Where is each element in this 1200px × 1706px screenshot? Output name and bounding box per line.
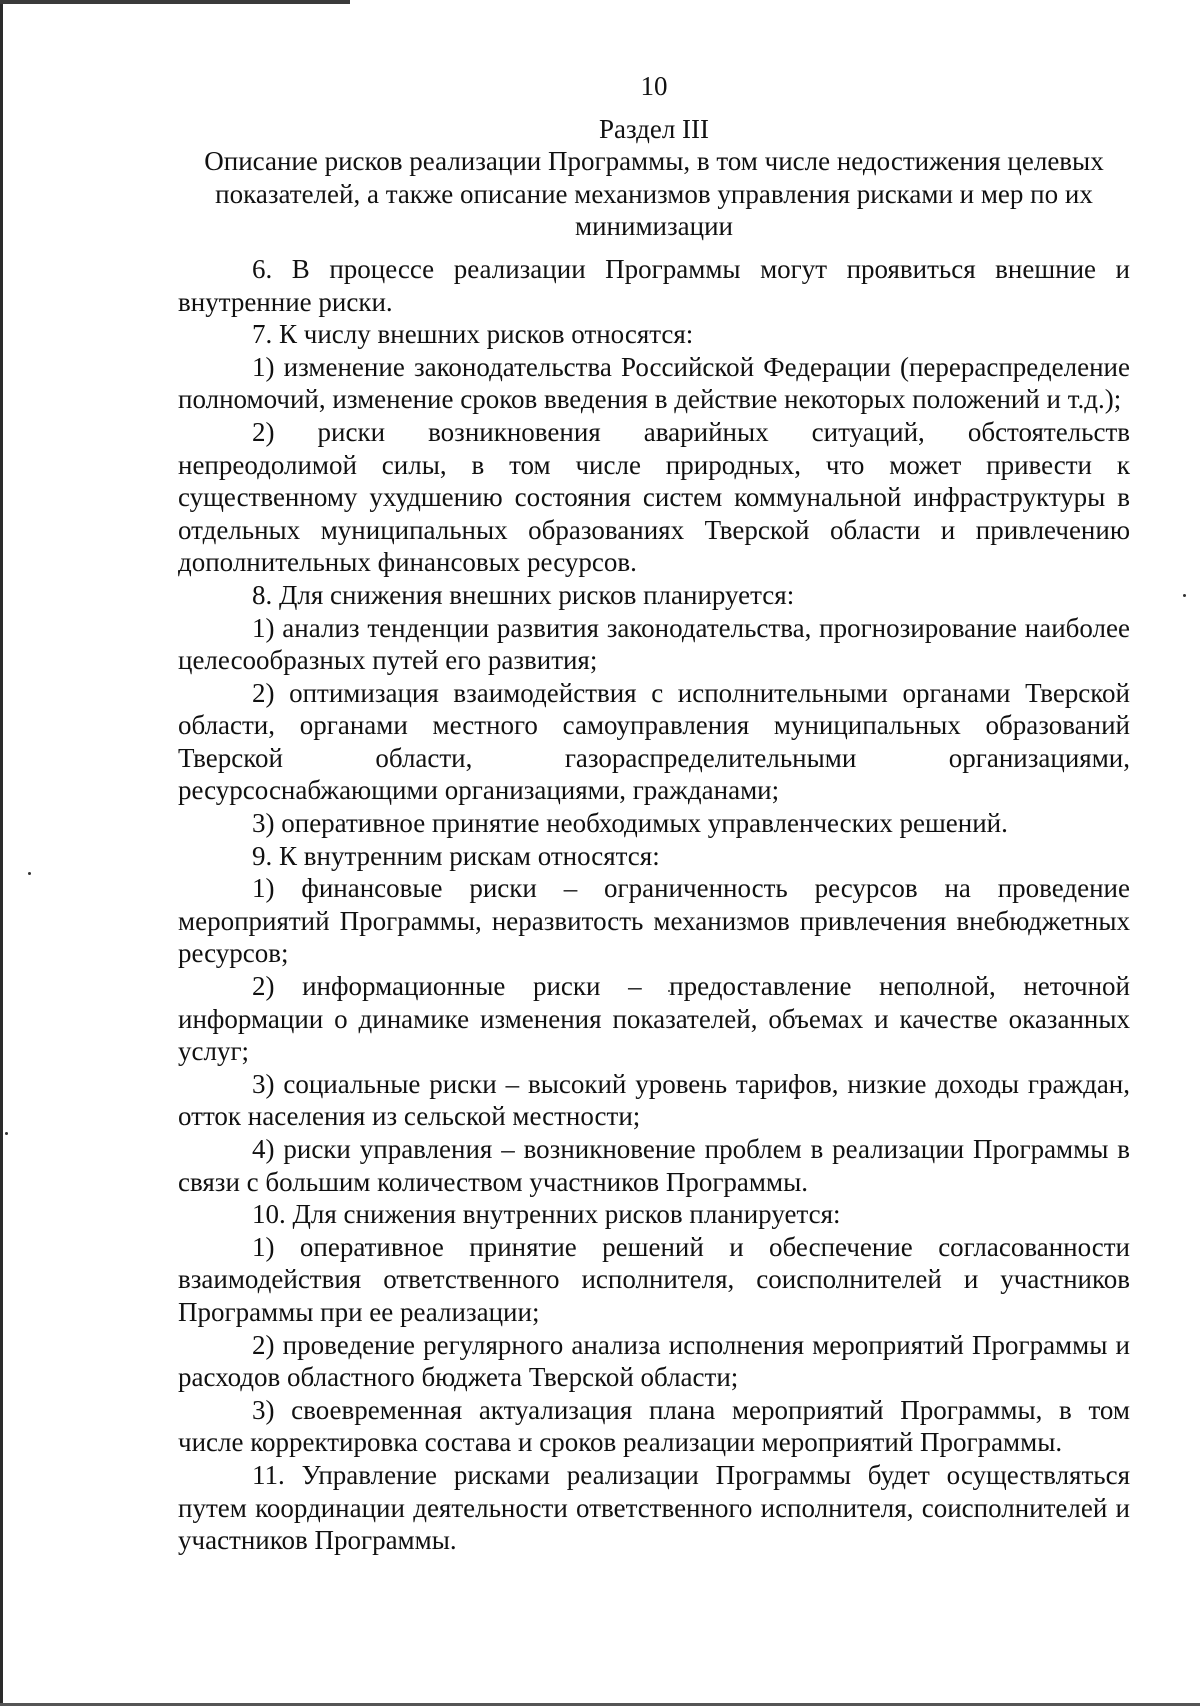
- paragraph: 7. К числу внешних рисков относятся:: [252, 319, 694, 350]
- paragraph: 1) анализ тенденции развития законодательства, прогнозирование наиболее целесообразных путей его развития;: [178, 612, 1130, 676]
- paragraph: 3) социальные риски – высокий уровень тарифов, низкие доходы граждан, отток населения из сельской местности;: [178, 1068, 1130, 1132]
- paragraph: 10. Для снижения внутренних рисков планируется:: [252, 1199, 841, 1230]
- paragraph: 9. К внутренним рискам относятся:: [252, 840, 660, 871]
- scan-speck: [1183, 594, 1186, 597]
- section-title: Раздел III: [598, 113, 710, 144]
- paragraph: 6. В процессе реализации Программы могут проявиться внешние и внутренние риски.: [178, 253, 1130, 317]
- paragraph: 2) проведение регулярного анализа исполнения мероприятий Программы и расходов областного бюджета Тверской области;: [178, 1329, 1130, 1393]
- scan-speck: [28, 872, 31, 875]
- paragraph: 2) информационные риски – предоставление неполной, неточной информации о динамике изменения показателей, объемах и качестве оказанных услуг;: [178, 971, 1130, 1067]
- scan-edge-top: [0, 0, 350, 4]
- paragraph: 3) оперативное принятие необходимых управленческих решений.: [252, 808, 1008, 839]
- paragraph: 1) оперативное принятие решений и обеспечение согласованности взаимодействия ответственного исполнителя, соисполнителей и участников Программы при ее реализации;: [178, 1231, 1130, 1327]
- section-heading: Описание рисков реализации Программы, в том числе недостижения целевых показателей, а также описание механизмов управления рисками и мер по их минимизации: [204, 146, 1104, 242]
- paragraph: 3) своевременная актуализация плана мероприятий Программы, в том числе корректировка состава и сроков реализации мероприятий Программы.: [178, 1394, 1130, 1458]
- paragraph: 11. Управление рисками реализации Программы будет осуществляться путем координации деятельности ответственного исполнителя, соисполнителей и участников Программы.: [178, 1459, 1130, 1556]
- scan-edge-left: [0, 0, 3, 1706]
- document-page: [178, 70, 1130, 1557]
- paragraph: 2) оптимизация взаимодействия с исполнительными органами Тверской области, органами местного самоуправления муниципальных образований Тверской области, газораспределительными организациями, ресурсоснабжающими организациями, гражданами;: [178, 677, 1130, 806]
- page-number: 10: [640, 71, 668, 101]
- paragraph: 8. Для снижения внешних рисков планируется:: [252, 579, 795, 610]
- scan-speck: [5, 1132, 8, 1135]
- paragraph: 1) финансовые риски – ограниченность ресурсов на проведение мероприятий Программы, неразвитость механизмов привлечения внебюджетных ресурсов;: [178, 873, 1130, 969]
- body-text: [178, 253, 1130, 1557]
- paragraph: 4) риски управления – возникновение проблем в реализации Программы в связи с большим количеством участников Программы.: [178, 1134, 1130, 1197]
- paragraph: 2) риски возникновения аварийных ситуаций, обстоятельств непреодолимой силы, в том числе природных, что может привести к существенному ухудшению состояния систем коммунальной инфраструктуры в отдельных муниципальных образованиях Тверской области и привлечению дополнительных финансовых ресурсов.: [178, 416, 1130, 578]
- paragraph: 1) изменение законодательства Российской Федерации (перераспределение полномочий, изменение сроков введения в действие некоторых положений и т.д.);: [178, 351, 1130, 415]
